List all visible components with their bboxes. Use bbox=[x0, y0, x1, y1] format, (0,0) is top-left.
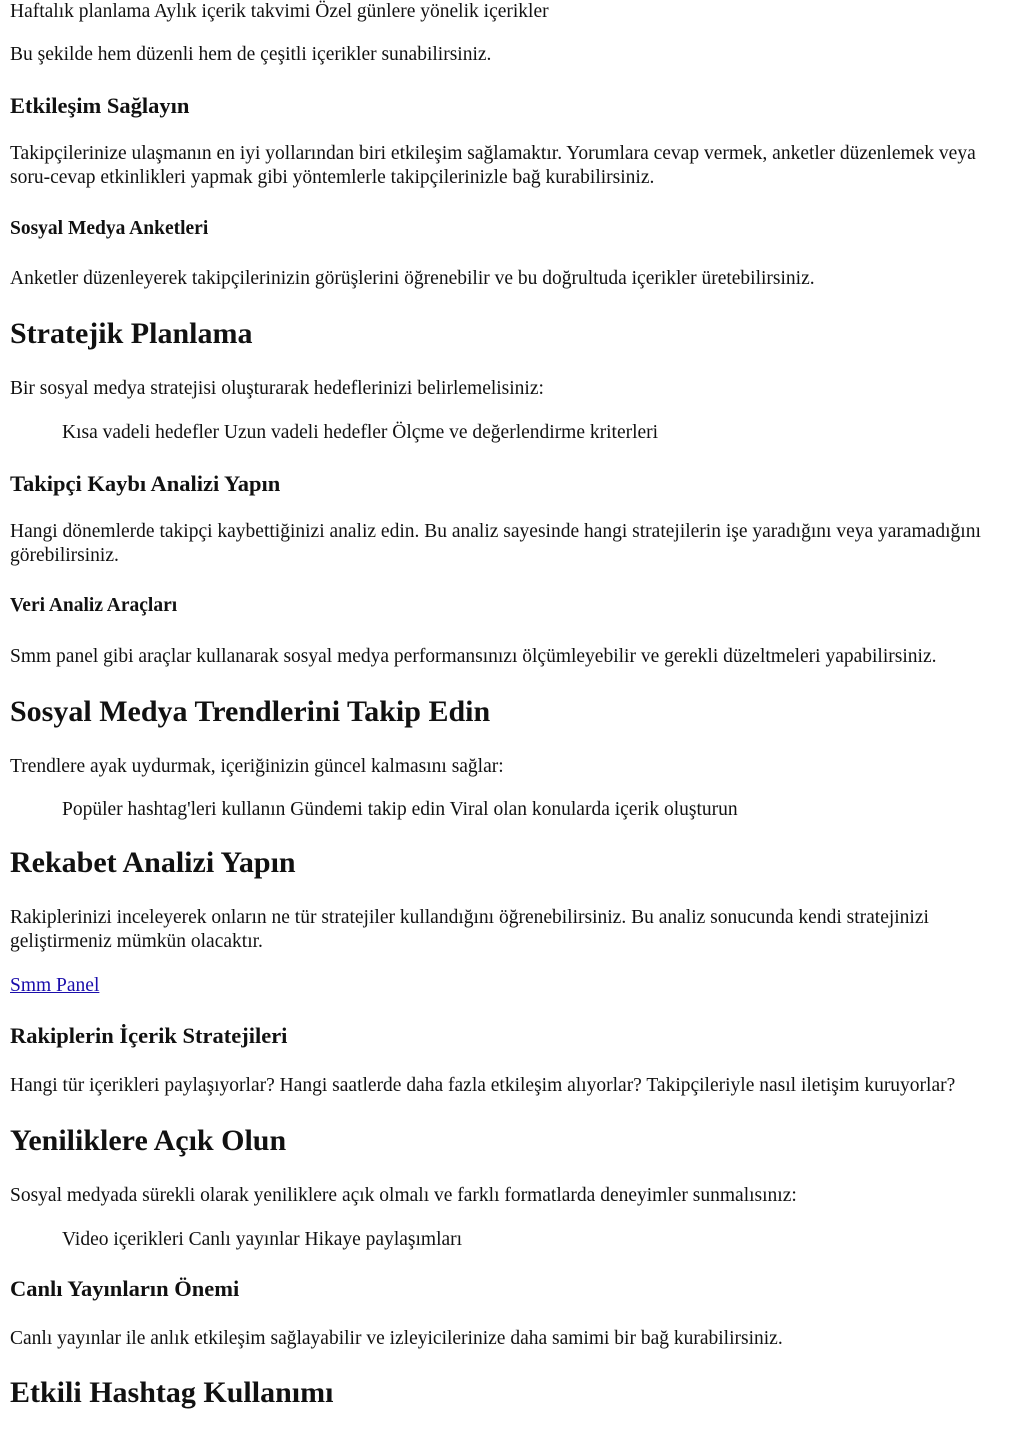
heading-competition: Rekabet Analizi Yapın bbox=[10, 846, 296, 879]
heading-hashtags: Etkili Hashtag Kullanımı bbox=[10, 1376, 334, 1409]
smm-panel-link[interactable]: Smm Panel bbox=[10, 975, 100, 996]
trends-list: Popüler hashtag'leri kullanın Gündemi takip edin Viral olan konularda içerik oluşturun bbox=[62, 799, 738, 820]
paragraph: Anketler düzenleyerek takipçilerinizin görüşlerini öğrenebilir ve bu doğrultuda içerikler üretebilirsiniz. bbox=[10, 268, 815, 289]
paragraph: Sosyal medyada sürekli olarak yeniliklere açık olmalı ve farklı formatlarda deneyimler sunmalısınız: bbox=[10, 1185, 797, 1206]
paragraph: Takipçilerinize ulaşmanın en iyi yollarından biri etkileşim sağlamaktır. Yorumlara cevap vermek, anketler düzenlemek veya soru-cevap etkinlikleri yapmak gibi yöntemlerle takipçilerinizle bağ kurabilirsiniz. bbox=[10, 143, 976, 188]
goals-list: Kısa vadeli hedefler Uzun vadeli hedefler Ölçme ve değerlendirme kriterleri bbox=[62, 422, 659, 443]
heading-polls: Sosyal Medya Anketleri bbox=[10, 218, 209, 239]
paragraph: Trendlere ayak uydurmak, içeriğinizin güncel kalmasını sağlar: bbox=[10, 756, 504, 777]
heading-innovation: Yeniliklere Açık Olun bbox=[10, 1124, 287, 1157]
heading-strategic-planning: Stratejik Planlama bbox=[10, 317, 253, 350]
formats-list: Video içerikleri Canlı yayınlar Hikaye paylaşımları bbox=[62, 1229, 463, 1250]
paragraph: Hangi dönemlerde takipçi kaybettiğinizi analiz edin. Bu analiz sayesinde hangi stratejilerin işe yaradığını veya yaramadığını görebilirsiniz. bbox=[10, 521, 981, 566]
paragraph: Hangi tür içerikleri paylaşıyorlar? Hangi saatlerde daha fazla etkileşim alıyorlar? Takipçileriyle nasıl iletişim kuruyorlar? bbox=[10, 1075, 956, 1096]
paragraph: Rakiplerinizi inceleyerek onların ne tür stratejiler kullandığını öğrenebilirsiniz. Bu analiz sonucunda kendi stratejinizi geliştirmeniz mümkün olacaktır. bbox=[10, 907, 929, 952]
content-planning-list: Haftalık planlama Aylık içerik takvimi Özel günlere yönelik içerikler bbox=[10, 1, 549, 22]
paragraph: Bir sosyal medya stratejisi oluşturarak hedeflerinizi belirlemelisiniz: bbox=[10, 378, 544, 399]
heading-data-tools: Veri Analiz Araçları bbox=[10, 595, 178, 616]
heading-competitor-content: Rakiplerin İçerik Stratejileri bbox=[10, 1023, 288, 1048]
heading-engagement: Etkileşim Sağlayın bbox=[10, 93, 190, 118]
paragraph: Bu şekilde hem düzenli hem de çeşitli içerikler sunabilirsiniz. bbox=[10, 44, 492, 65]
heading-trends: Sosyal Medya Trendlerini Takip Edin bbox=[10, 695, 491, 728]
heading-live-streams: Canlı Yayınların Önemi bbox=[10, 1276, 240, 1301]
heading-follower-loss: Takipçi Kaybı Analizi Yapın bbox=[10, 471, 281, 496]
paragraph: Smm panel gibi araçlar kullanarak sosyal medya performansınızı ölçümleyebilir ve gerekli düzeltmeleri yapabilirsiniz. bbox=[10, 646, 937, 667]
paragraph: Canlı yayınlar ile anlık etkileşim sağlayabilir ve izleyicilerinize daha samimi bir bağ kurabilirsiniz. bbox=[10, 1328, 783, 1349]
